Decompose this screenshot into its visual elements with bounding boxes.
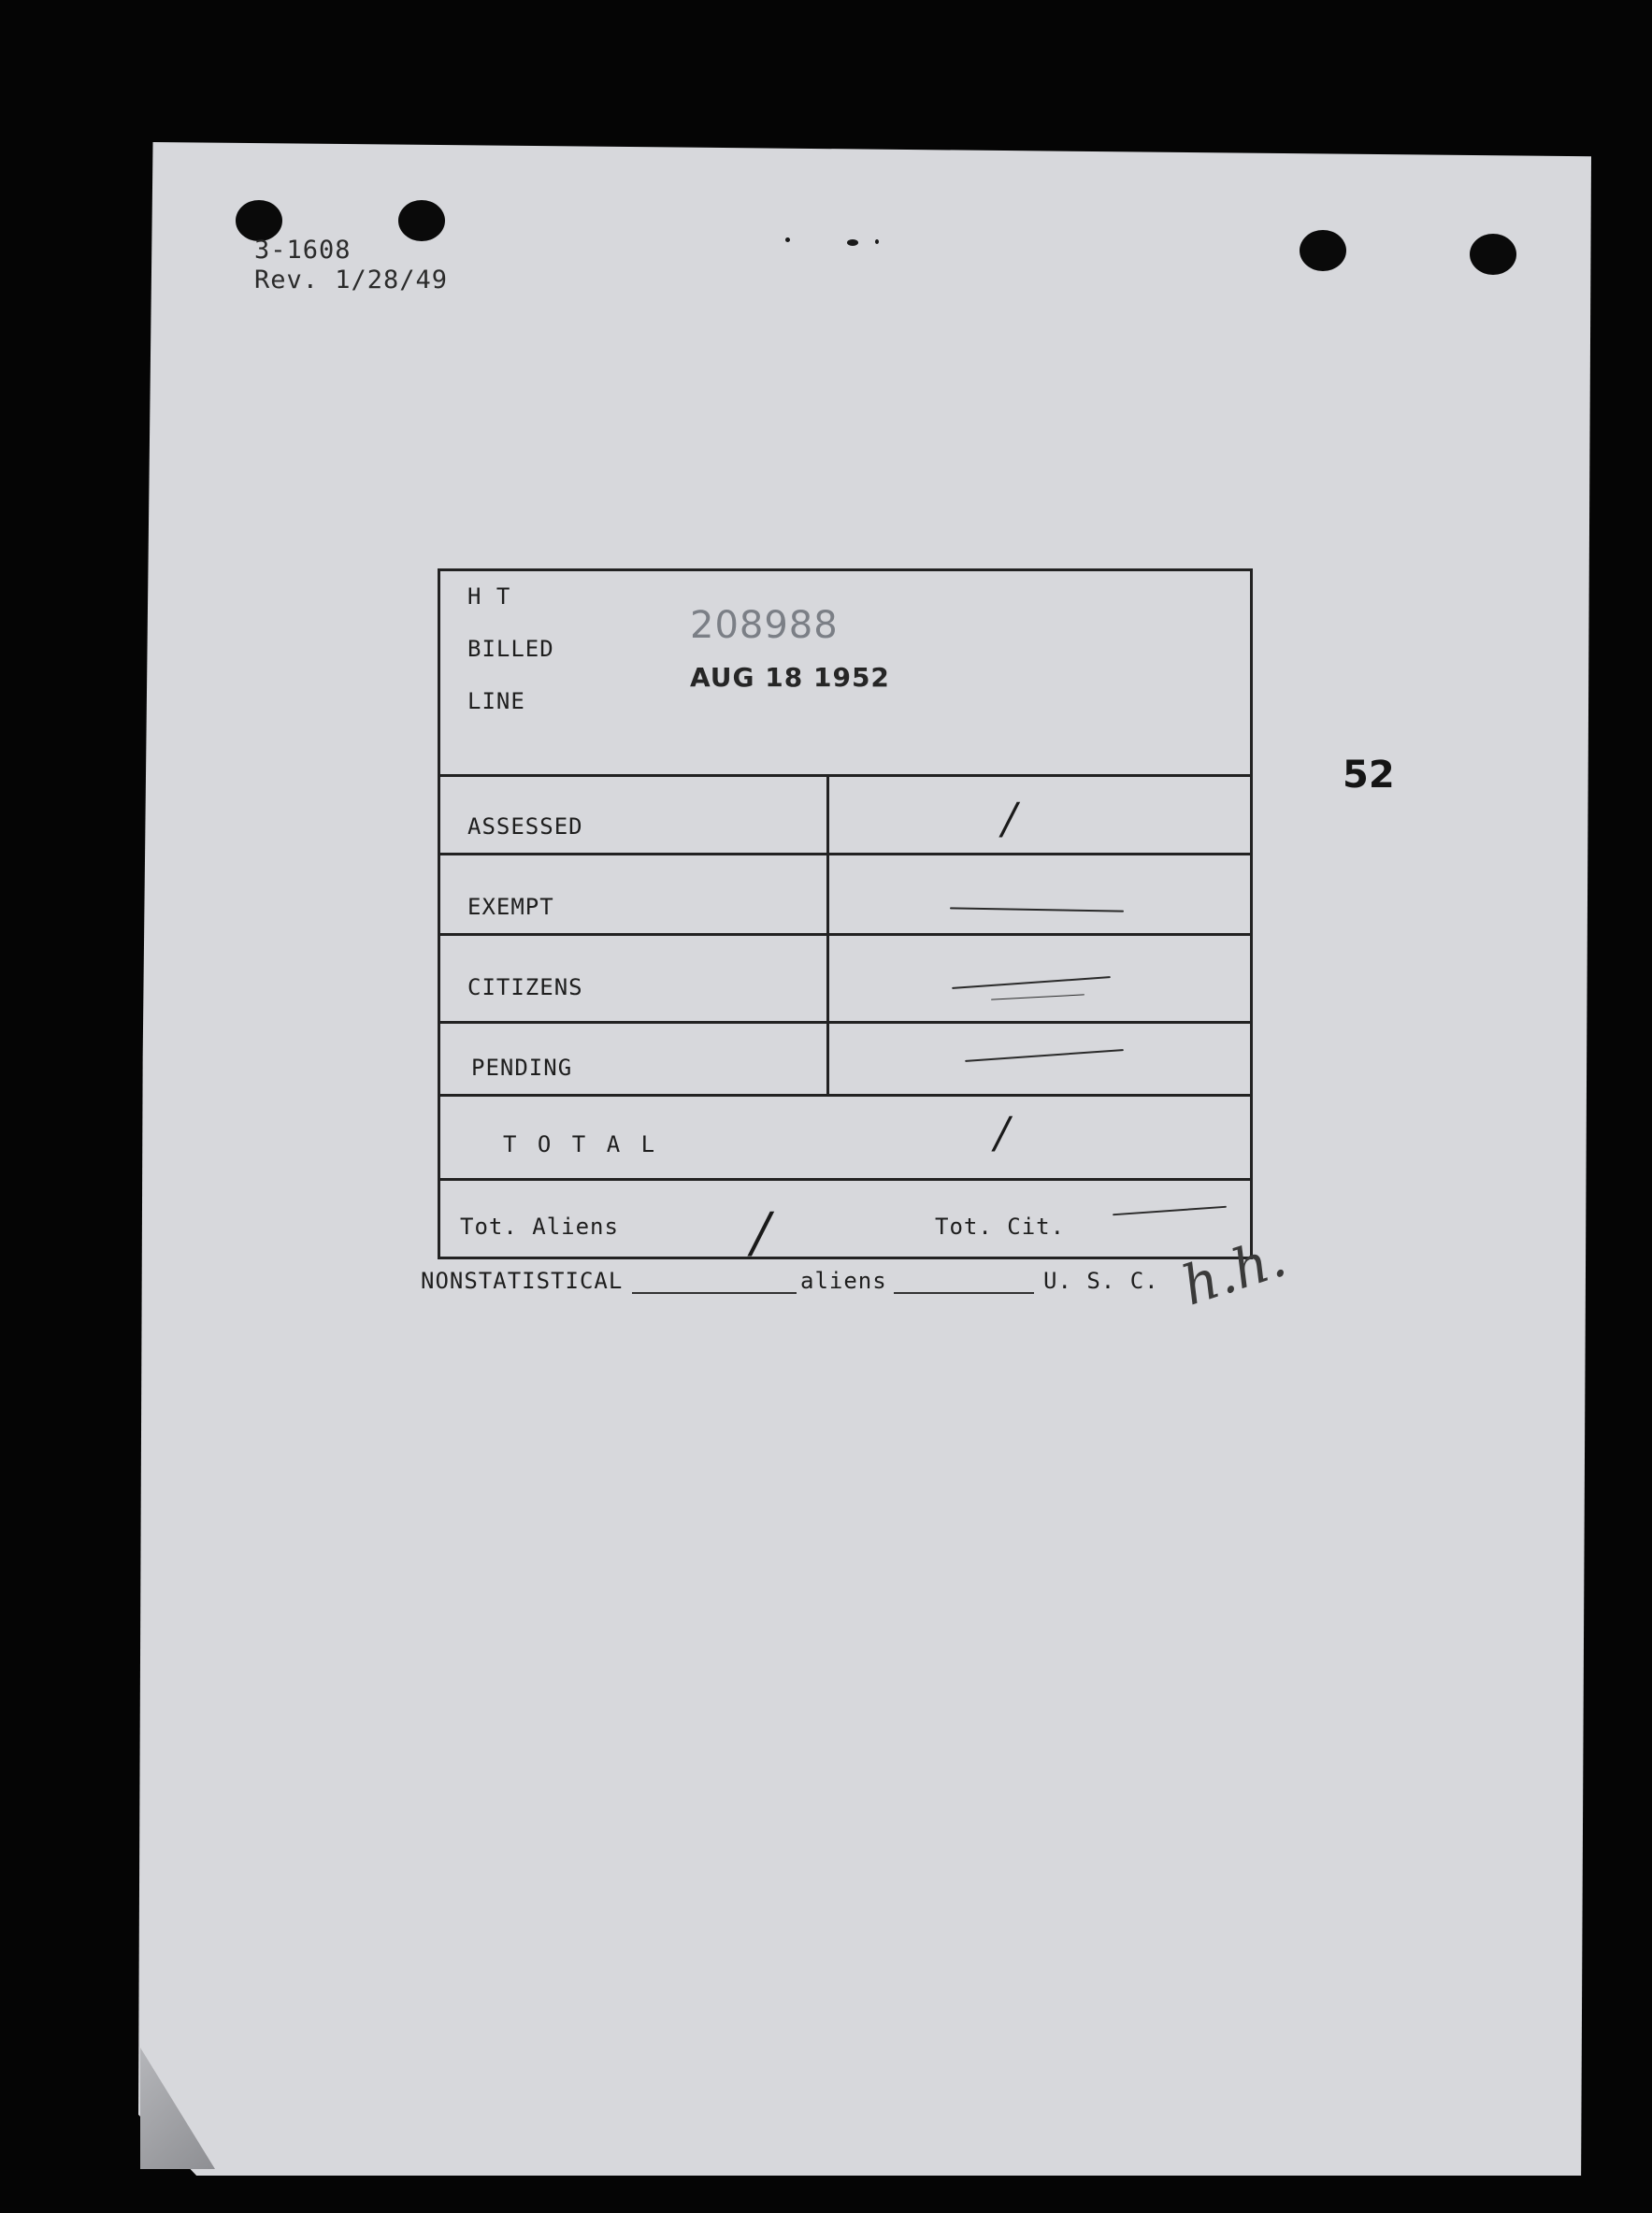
mark-total: /: [995, 1107, 1010, 1157]
speck: [785, 237, 790, 242]
rule: [438, 774, 1250, 777]
mark-tot-aliens: /: [752, 1200, 770, 1264]
label-exempt: EXEMPT: [467, 894, 554, 920]
initials-signature: h.h.: [1174, 1225, 1294, 1318]
rule: [438, 853, 1250, 855]
label-assessed: ASSESSED: [467, 813, 583, 840]
label-total: T O T A L: [503, 1131, 659, 1157]
stamp-date: AUG 18 1952: [690, 662, 890, 693]
margin-number: 52: [1343, 754, 1395, 797]
label-pending: PENDING: [471, 1055, 573, 1081]
stamp-number: 208988: [690, 604, 839, 647]
mark-assessed: /: [1002, 793, 1017, 843]
label-usc: U. S. C.: [1043, 1268, 1159, 1294]
label-nonstatistical: NONSTATISTICAL: [421, 1268, 624, 1294]
form-number: 3-1608: [254, 236, 352, 265]
blank-aliens: [894, 1292, 1034, 1294]
form-code: [254, 236, 448, 295]
column-divider: [826, 776, 829, 1094]
label-tot-aliens: Tot. Aliens: [460, 1214, 619, 1240]
label-aliens: aliens: [800, 1268, 887, 1294]
punch-hole: [1300, 230, 1346, 271]
rule: [438, 1021, 1250, 1024]
punch-hole: [1470, 234, 1516, 275]
form-revision: Rev. 1/28/49: [254, 266, 449, 295]
header-billed: BILLED: [467, 636, 554, 662]
rule: [438, 1094, 1250, 1097]
speck: [847, 239, 858, 246]
header-ht: H T: [467, 583, 511, 610]
label-tot-cit: Tot. Cit.: [935, 1214, 1066, 1240]
blank-nonstatistical: [632, 1292, 797, 1294]
speck: [875, 239, 879, 244]
rule: [438, 933, 1250, 936]
header-line: LINE: [467, 688, 525, 714]
label-citizens: CITIZENS: [467, 974, 583, 1000]
rule: [438, 1178, 1250, 1181]
